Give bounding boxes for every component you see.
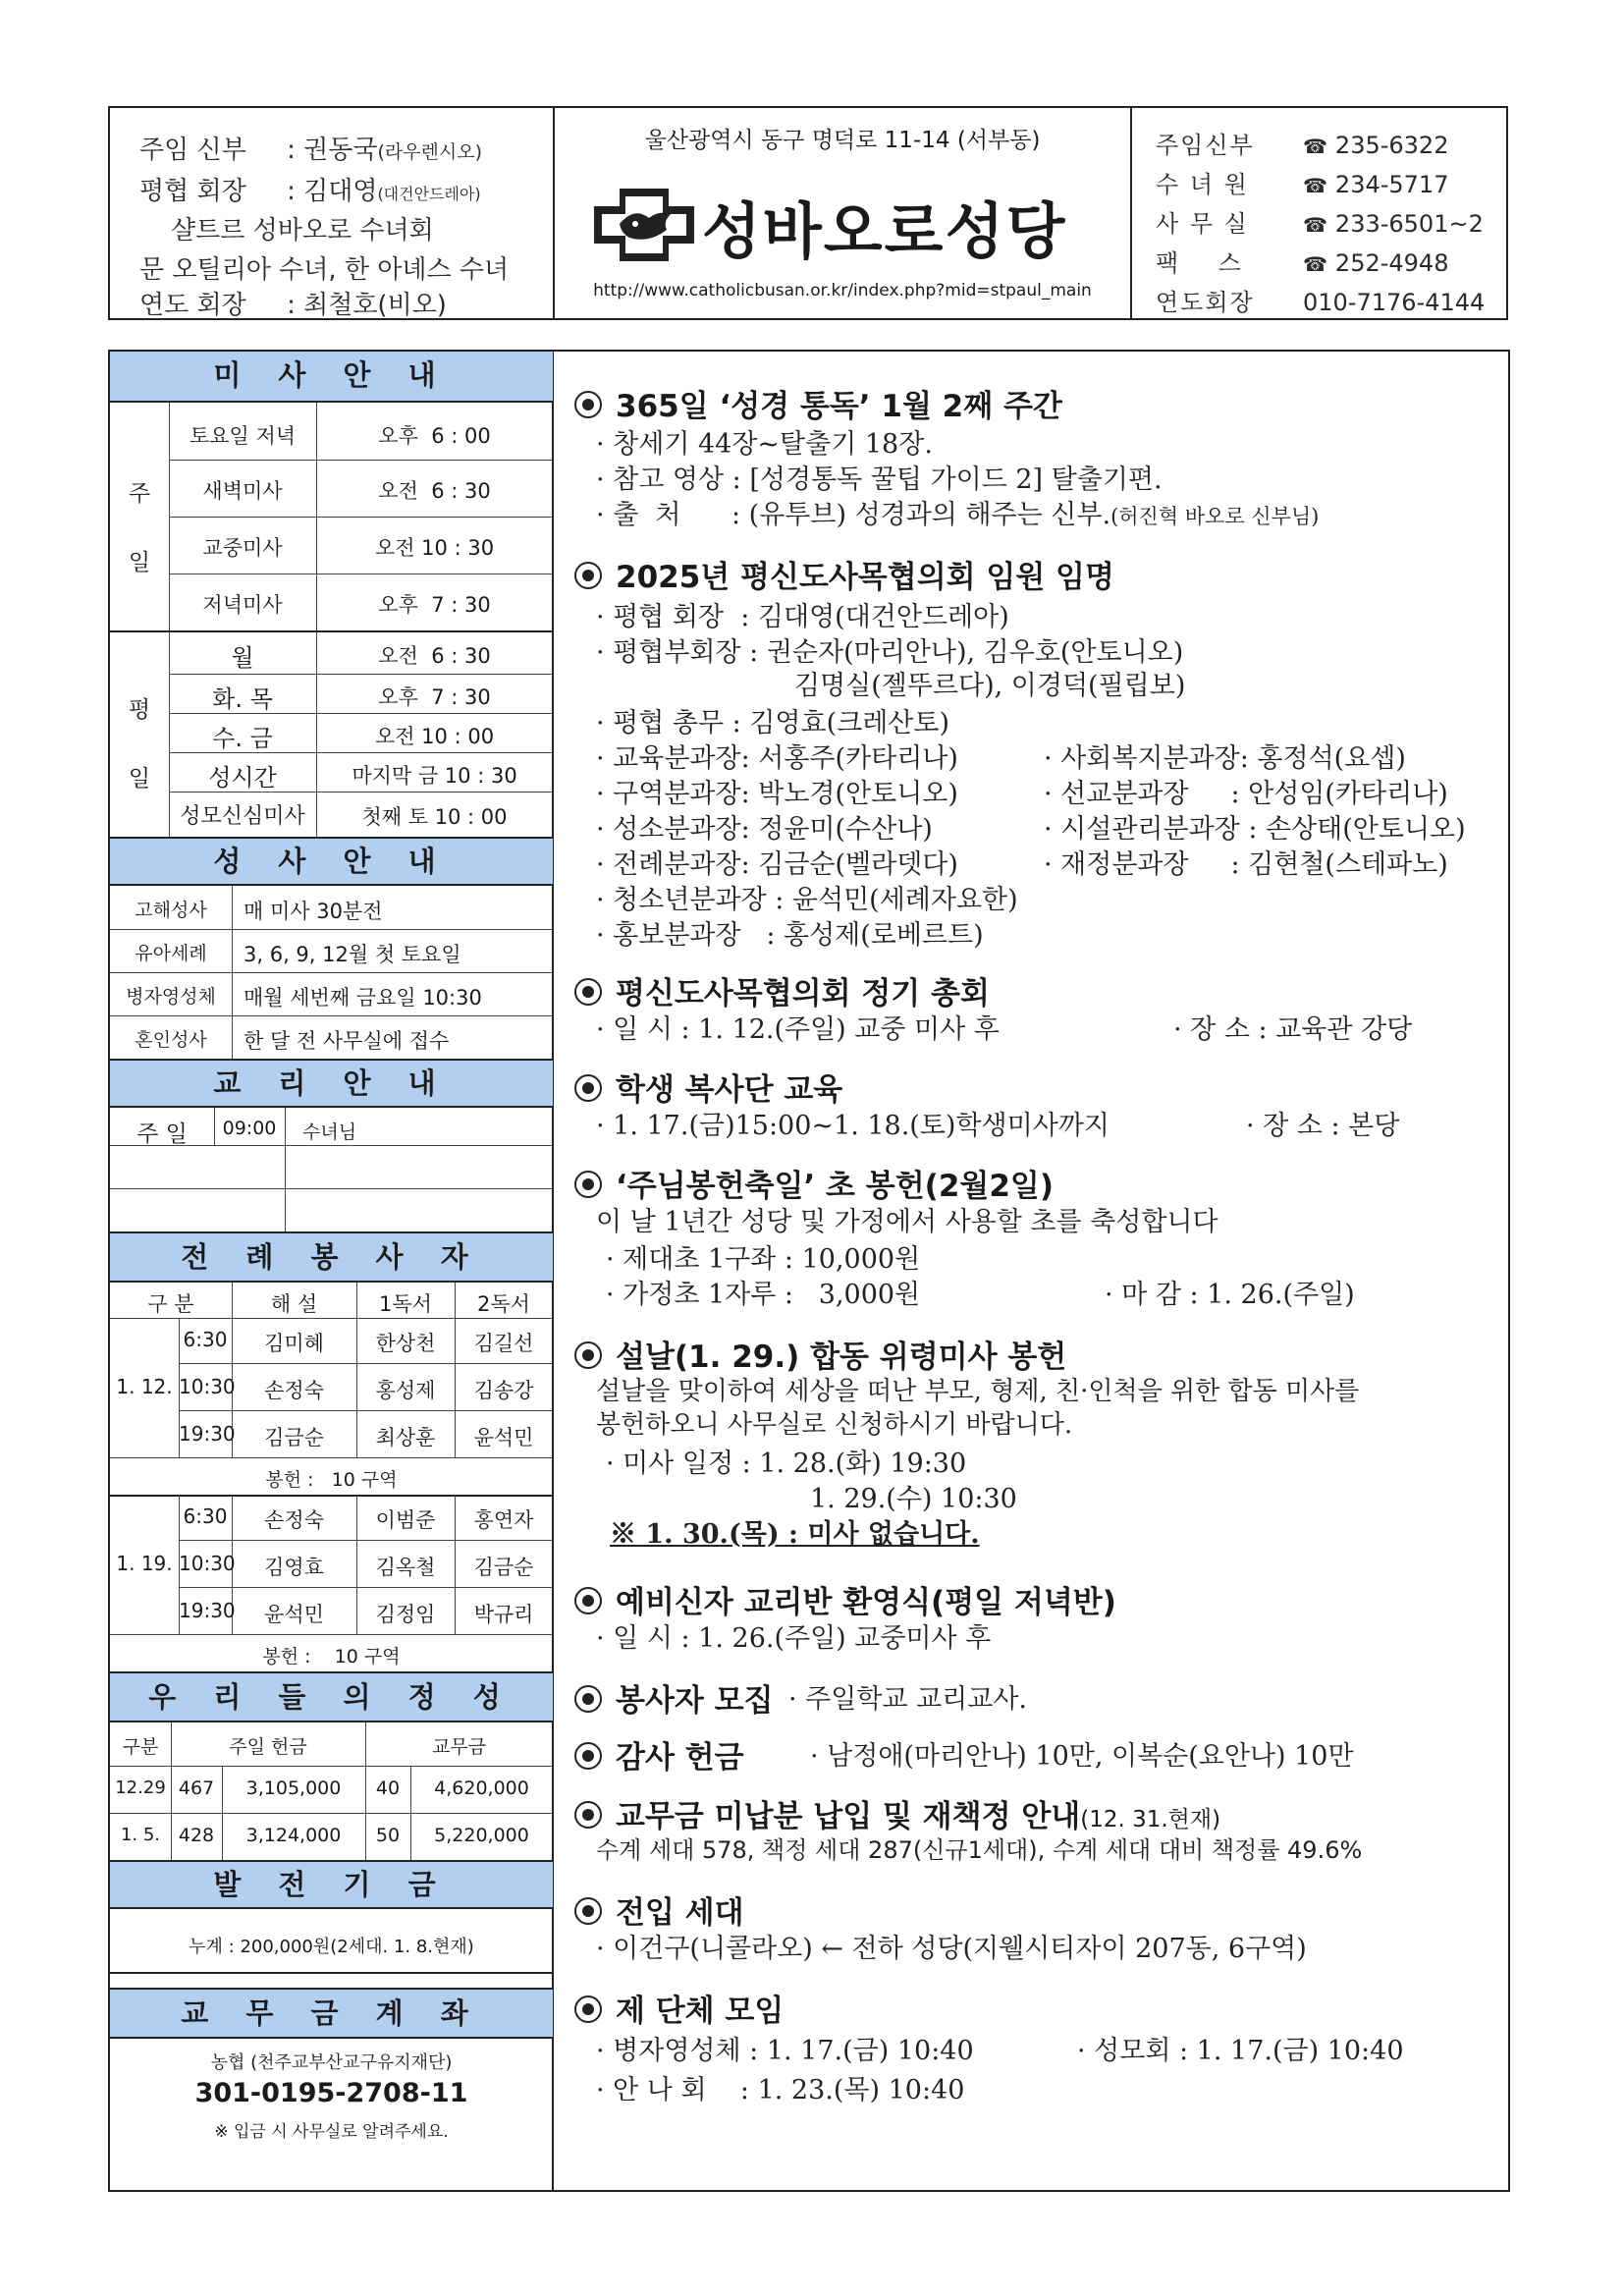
notice-line: · 일 시 : 1. 12.(주일) 교중 미사 후 — [596, 1014, 1000, 1045]
notice-volunteer-recruit — [574, 1675, 774, 1720]
church-url-link[interactable]: http://www.catholicbusan.or.kr/index.php?mid=stpaul_main — [593, 281, 1092, 301]
council-baptismal: (대건안드레아) — [377, 185, 481, 203]
bullet-icon — [574, 1897, 602, 1925]
sacrament-value: 매 미사 30분전 — [244, 900, 383, 923]
sisters-names: 문 오틸리아 수녀, 한 아녜스 수녀 — [139, 255, 510, 285]
left-column — [110, 352, 553, 2190]
contact-office — [1156, 204, 1484, 239]
liturgy-date: 1. 12. — [116, 1375, 173, 1398]
mass-name: 저녁미사 — [202, 593, 283, 617]
church-address: 울산광역시 동구 명덕로 11-14 (서부동) — [644, 128, 1041, 153]
bullet-icon — [574, 1341, 602, 1369]
bullet-icon — [574, 1801, 602, 1829]
notice-line: · 성소분과장: 정윤미(수산나) — [596, 814, 933, 845]
mass-name: 교중미사 — [202, 536, 283, 560]
liturgy-header: 해 설 — [270, 1292, 318, 1316]
liturgy-commentator: 손정숙 — [264, 1379, 324, 1402]
catechism-section-title: 교 리 안 내 — [110, 1059, 553, 1108]
council-value: : 김대영 — [287, 177, 378, 206]
sacrament-value: 한 달 전 사무실에 접수 — [244, 1029, 450, 1053]
notice-line: · 시설관리분과장 : 손상태(안토니오) — [1044, 814, 1466, 845]
notice-title: 전입 세대 — [616, 1895, 744, 1931]
contact-label: 사 무 실 — [1156, 210, 1249, 238]
weekday-label: 평 일 — [128, 697, 151, 792]
contact-yeondo — [1156, 283, 1485, 317]
mass-time: 오전 6 : 30 — [378, 479, 491, 503]
notice-title: 교무금 미납분 납입 및 재책정 안내 — [616, 1799, 1081, 1834]
phone-icon: ☎ — [1303, 174, 1327, 197]
sacrament-name: 고해성사 — [135, 900, 207, 921]
liturgy-reader1: 김정임 — [375, 1603, 436, 1626]
contact-number: 233-6501~2 — [1334, 210, 1484, 238]
notice-altar-servers — [574, 1065, 842, 1109]
notice-line: · 청소년분과장 : 윤석민(세례자요한) — [596, 885, 1018, 915]
notice-line: · 재정분과장 : 김현철(스테파노) — [1044, 849, 1448, 880]
notice-title: 학생 복사단 교육 — [616, 1072, 843, 1108]
contact-convent — [1156, 165, 1448, 199]
notice-line: · 참고 영상 : [성경통독 꿀팁 가이드 2] 탈출기편. — [596, 465, 1163, 495]
header-center-box — [553, 106, 1132, 320]
pastor-value: : 권동국 — [287, 136, 378, 165]
notice-title: ‘주님봉헌축일’ 초 봉헌(2월2일) — [616, 1169, 1055, 1204]
offerings-sunday-amount: 3,105,000 — [245, 1777, 342, 1799]
notice-line-main: · 출 처 : (유투브) 성경과의 해주는 신부. — [596, 500, 1111, 530]
contact-number: 234-5717 — [1334, 171, 1449, 198]
mass-time: 첫째 토 10 : 00 — [361, 805, 508, 829]
notices-column — [574, 350, 1605, 2192]
notice-line: · 안 나 회 : 1. 23.(목) 10:40 — [596, 2075, 965, 2105]
sacrament-value: 3, 6, 9, 12월 첫 토요일 — [244, 943, 461, 966]
notice-line: ※ 1. 30.(목) : 미사 없습니다. — [610, 1519, 980, 1550]
notice-line: · 창세기 44장~탈출기 18장. — [596, 429, 933, 460]
account-section-title: 교 무 금 계 좌 — [110, 1988, 553, 2039]
liturgy-time: 19:30 — [179, 1599, 236, 1622]
contact-number: 235-6322 — [1334, 132, 1449, 159]
notice-title-note: (12. 31.현재) — [1080, 1807, 1221, 1832]
mass-name: 수. 금 — [212, 725, 273, 752]
liturgy-header: 1독서 — [379, 1292, 432, 1316]
notice-memorial-mass — [574, 1332, 1066, 1376]
liturgy-reader2: 윤석민 — [473, 1426, 534, 1449]
liturgy-reader2: 김송강 — [473, 1379, 534, 1402]
notice-line: 1. 29.(수) 10:30 — [810, 1484, 1017, 1514]
offerings-sunday-amount: 3,124,000 — [245, 1825, 342, 1846]
contact-label: 수 녀 원 — [1156, 171, 1249, 198]
liturgy-commentator: 김미혜 — [264, 1332, 324, 1355]
notice-title: 제 단체 모임 — [616, 1994, 785, 2029]
mass-name: 새벽미사 — [202, 479, 283, 503]
mass-time: 오후 6 : 00 — [378, 424, 491, 448]
notice-line: · 가정초 1자루 : 3,000원 — [606, 1280, 921, 1310]
liturgy-reader1: 한상천 — [375, 1332, 436, 1355]
notice-line: · 병자영성체 : 1. 17.(금) 10:40 — [596, 2036, 974, 2066]
bullet-icon — [574, 1995, 602, 2023]
contact-fax — [1156, 244, 1448, 278]
sacrament-section-title: 성 사 안 내 — [110, 837, 553, 886]
liturgy-reader1: 이범준 — [375, 1508, 436, 1532]
sisters-order: 샬트르 성바오로 수녀회 — [171, 216, 434, 246]
sacrament-name: 유아세례 — [135, 943, 207, 964]
notice-line: · 전례분과장: 김금순(벨라뎃다) — [596, 849, 958, 880]
mass-name: 화. 목 — [212, 685, 273, 713]
pastor-line — [139, 130, 482, 166]
liturgy-time: 19:30 — [179, 1422, 236, 1446]
header-right-box — [1130, 106, 1508, 320]
offerings-sunday-count: 428 — [178, 1825, 215, 1846]
notice-title: 봉사자 모집 — [616, 1683, 774, 1719]
notice-line: · 장 소 : 본당 — [1246, 1111, 1400, 1141]
liturgy-reader1: 최상훈 — [375, 1426, 436, 1449]
sacrament-name: 혼인성사 — [135, 1029, 207, 1051]
liturgy-commentator: 김금순 — [264, 1426, 324, 1449]
liturgy-commentator: 윤석민 — [264, 1603, 324, 1626]
fund-total: 누계 : 200,000원(2세대. 1. 8.현재) — [189, 1937, 474, 1957]
sacrament-name: 병자영성체 — [126, 986, 216, 1008]
notice-title: 감사 헌금 — [616, 1740, 744, 1776]
mass-time: 오후 7 : 30 — [378, 593, 491, 617]
offerings-sunday-count: 467 — [178, 1777, 215, 1799]
notice-line: · 장 소 : 교육관 강당 — [1173, 1014, 1413, 1045]
liturgy-commentator: 손정숙 — [264, 1508, 324, 1532]
yeondo-value: : 최철호(비오) — [287, 291, 447, 320]
offerings-date: 12.29 — [115, 1777, 166, 1798]
notice-catechumen-welcome — [574, 1577, 1116, 1621]
notice-line: · 제대초 1구좌 : 10,000원 — [606, 1244, 921, 1275]
bullet-icon — [574, 1171, 602, 1198]
liturgy-reader2: 홍연자 — [473, 1508, 534, 1532]
council-line — [139, 171, 481, 207]
notice-candle-offering — [574, 1161, 1054, 1205]
notice-title: 365일 ‘성경 통독’ 1월 2째 주간 — [616, 389, 1062, 424]
notice-title: 2025년 평신도사목협의회 임원 임명 — [616, 560, 1114, 595]
bullet-icon — [574, 1742, 602, 1770]
offerings-dues-count: 40 — [375, 1777, 401, 1799]
notice-general-assembly — [574, 968, 990, 1012]
bullet-icon — [574, 978, 602, 1006]
notice-line: · 1. 17.(금)15:00~1. 18.(토)학생미사까지 — [596, 1111, 1110, 1141]
notice-thanks-offering — [574, 1732, 744, 1777]
notice-line: · 홍보분과장 : 홍성제(로베르트) — [596, 920, 984, 951]
notice-line: · 남정애(마리안나) 10만, 이복순(요안나) 10만 — [810, 1741, 1354, 1772]
notice-line: · 미사 일정 : 1. 28.(화) 19:30 — [606, 1449, 967, 1479]
notice-line: · 사회복지분과장: 홍정석(요셉) — [1044, 743, 1406, 774]
notice-line-note: (허진혁 바오로 신부님) — [1110, 505, 1320, 528]
mass-time: 오후 7 : 30 — [378, 685, 491, 709]
bullet-icon — [574, 1685, 602, 1713]
liturgy-reader2: 김길선 — [473, 1332, 534, 1355]
liturgy-time: 10:30 — [179, 1552, 236, 1575]
yeondo-label: 연도 회장 — [139, 291, 246, 320]
bullet-icon — [574, 1074, 602, 1102]
liturgy-reader2: 김금순 — [473, 1556, 534, 1579]
offerings-date: 1. 5. — [120, 1825, 161, 1845]
notice-line: · 성모회 : 1. 17.(금) 10:40 — [1077, 2036, 1404, 2066]
notice-line: · 평협부회장 : 권순자(마리안나), 김우호(안토니오) — [596, 637, 1184, 668]
pastor-baptismal: (라우렌시오) — [377, 141, 483, 163]
account-note: ※ 입금 시 사무실로 알려주세요. — [214, 2122, 449, 2142]
offerings-dues-count: 50 — [375, 1825, 401, 1846]
liturgy-time: 6:30 — [183, 1328, 228, 1351]
offerings-dues-amount: 4,620,000 — [434, 1777, 529, 1799]
mass-section-title: 미 사 안 내 — [110, 352, 553, 403]
notice-line: · 구역분과장: 박노경(안토니오) — [596, 779, 958, 809]
notice-line: · 이건구(니콜라오) ← 전하 성당(지웰시티자이 207동, 6구역) — [596, 1934, 1307, 1964]
mass-name: 토요일 저녁 — [189, 424, 297, 448]
offerings-header: 교무금 — [431, 1736, 487, 1758]
fund-section-title: 발 전 기 금 — [110, 1860, 553, 1909]
notice-council-appointment — [574, 552, 1114, 596]
pastor-label: 주임 신부 — [139, 136, 246, 165]
mass-time: 오전 10 : 30 — [374, 536, 495, 560]
liturgy-reader2: 박규리 — [473, 1603, 534, 1626]
phone-icon: ☎ — [1303, 135, 1327, 158]
notice-line — [596, 493, 1319, 531]
liturgy-header: 구 분 — [147, 1292, 194, 1316]
mass-name: 월 — [231, 644, 254, 672]
mass-time: 마지막 금 10 : 30 — [352, 764, 517, 788]
liturgy-time: 6:30 — [183, 1504, 228, 1528]
liturgy-date: 1. 19. — [116, 1552, 173, 1575]
liturgy-offering: 봉헌 : 10 구역 — [262, 1646, 401, 1667]
notice-line: · 마 감 : 1. 26.(주일) — [1105, 1280, 1355, 1310]
council-label: 평협 회장 — [139, 177, 246, 206]
contact-pastor — [1156, 126, 1448, 160]
offerings-header: 주일 헌금 — [229, 1736, 307, 1758]
notice-line: · 일 시 : 1. 26.(주일) 교중미사 후 — [596, 1623, 992, 1654]
notice-title: 예비신자 교리반 환영식(평일 저녁반) — [616, 1585, 1116, 1620]
liturgy-section-title: 전 례 봉 사 자 — [110, 1231, 553, 1283]
notice-new-households — [574, 1887, 744, 1932]
notice-line: · 교육분과장: 서홍주(카타리나) — [596, 743, 958, 774]
notice-dues — [574, 1791, 1220, 1835]
notice-line: · 평협 총무 : 김영효(크레산토) — [596, 708, 949, 738]
catechism-day: 주 일 — [136, 1121, 188, 1147]
offerings-dues-amount: 5,220,000 — [434, 1825, 529, 1846]
catechism-time: 09:00 — [222, 1118, 277, 1139]
notice-bible-reading — [574, 381, 1062, 425]
catechism-who: 수녀님 — [302, 1121, 357, 1143]
church-name: 성바오로성당 — [702, 195, 1067, 267]
notice-line: 봉헌하오니 사무실로 신청하시기 바랍니다. — [596, 1410, 1073, 1440]
liturgy-reader1: 김옥철 — [375, 1556, 436, 1579]
contact-label: 연도회장 — [1156, 289, 1255, 316]
contact-number: 010-7176-4144 — [1303, 289, 1486, 316]
mass-name: 성시간 — [208, 764, 277, 792]
notice-line: 김명실(젤뚜르다), 이경덕(필립보) — [794, 671, 1186, 701]
bullet-icon — [574, 562, 602, 589]
sunday-label: 주 일 — [128, 481, 151, 575]
church-logo-icon — [590, 185, 698, 265]
liturgy-time: 10:30 — [179, 1375, 236, 1398]
mass-time: 오전 10 : 00 — [374, 725, 495, 748]
yeondo-line — [139, 285, 447, 321]
liturgy-commentator: 김영효 — [264, 1556, 324, 1579]
offerings-header: 구분 — [122, 1736, 159, 1758]
liturgy-reader1: 홍성제 — [375, 1379, 436, 1402]
notice-line: 설날을 맞이하여 세상을 떠난 부모, 형제, 친·인척을 위한 합동 미사를 — [596, 1377, 1360, 1406]
notice-title: 평신도사목협의회 정기 총회 — [616, 976, 990, 1011]
notice-title: 설날(1. 29.) 합동 위령미사 봉헌 — [616, 1339, 1067, 1375]
notice-line: 이 날 1년간 성당 및 가정에서 사용할 초를 축성합니다 — [596, 1207, 1218, 1237]
header-left-box — [108, 106, 555, 320]
liturgy-offering: 봉헌 : 10 구역 — [265, 1469, 398, 1491]
contact-label: 주임신부 — [1156, 132, 1255, 159]
notice-line: 수계 세대 578, 책정 세대 287(신규1세대), 수계 세대 대비 책정률 49.6% — [596, 1836, 1363, 1864]
notice-line: · 주일학교 교리교사. — [788, 1684, 1027, 1715]
mass-time: 오전 6 : 30 — [378, 644, 491, 668]
offerings-section-title: 우 리 들 의 정 성 — [110, 1671, 553, 1722]
notice-line: · 평협 회장 : 김대영(대건안드레아) — [596, 602, 1009, 632]
bullet-icon — [574, 391, 602, 418]
phone-icon: ☎ — [1303, 252, 1327, 276]
bullet-icon — [574, 1587, 602, 1614]
notice-line: · 선교분과장 : 안성임(카타리나) — [1044, 779, 1448, 809]
account-bank: 농협 (천주교부산교구유지재단) — [210, 2052, 453, 2073]
mass-name: 성모신심미사 — [180, 804, 305, 829]
account-number: 301-0195-2708-11 — [194, 2078, 468, 2108]
phone-icon: ☎ — [1303, 213, 1327, 237]
contact-number: 252-4948 — [1334, 249, 1449, 277]
sacrament-value: 매월 세번째 금요일 10:30 — [244, 986, 482, 1010]
liturgy-header: 2독서 — [477, 1292, 530, 1316]
contact-label: 팩 스 — [1156, 249, 1243, 277]
notice-group-meetings — [574, 1986, 784, 2030]
